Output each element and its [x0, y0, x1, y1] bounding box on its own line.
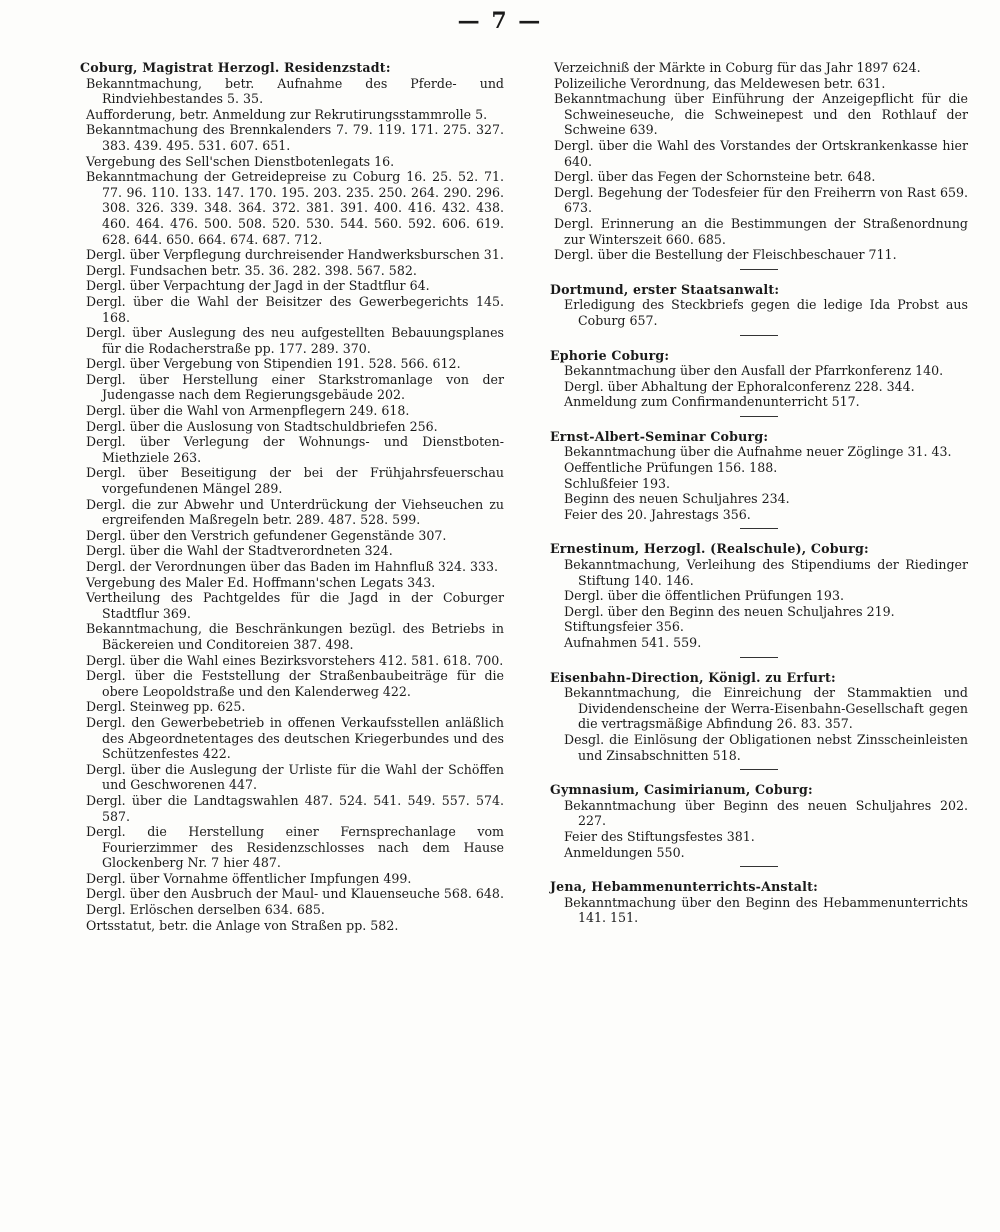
index-entry: Dergl. über die Bestellung der Fleischbeschauer 711. — [554, 247, 897, 263]
index-entry: Bekanntmachung, betr. Aufnahme des Pferde- und Rindviehbestandes 5. 35. — [86, 75, 504, 107]
index-entry: Verzeichniß der Märkte in Coburg für das Jahr 1897 624. — [554, 60, 921, 75]
index-entry: Dergl. über Vergebung von Stipendien 191. 528. 566. 612. — [86, 356, 461, 372]
left-column — [80, 60, 504, 933]
index-entry: Dergl. über die Landtagswahlen 487. 524. 541. 549. 557. 574. 587. — [86, 792, 504, 824]
index-entry: Bekanntmachung des Brennkalenders 7. 79. 119. 171. 275. 327. 383. 439. 495. 531. 607. 651. — [86, 122, 504, 153]
index-entry: Dergl. Begehung der Todesfeier für den Freiherrn von Rast 659. 673. — [554, 184, 968, 216]
index-section — [550, 60, 968, 263]
right-section-list — [550, 60, 968, 926]
index-entry: Bekanntmachung, die Einreichung der Stammaktien und Dividendenscheine der Werra-Eisenbahn-Gesellschaft gegen die vertragsmäßige Abfindung 26. 83. 357. — [564, 685, 968, 732]
index-entry: Vertheilung des Pachtgeldes für die Jagd in der Coburger Stadtflur 369. — [86, 590, 504, 621]
index-entry: Aufnahmen 541. 559. — [564, 635, 702, 650]
index-entry: Vergebung des Maler Ed. Hoffmann'schen Legats 343. — [86, 574, 436, 590]
section-heading: Dortmund, erster Staatsanwalt: — [550, 281, 780, 297]
right-column — [550, 60, 968, 926]
index-entry: Bekanntmachung über die Aufnahme neuer Zöglinge 31. 43. — [564, 444, 952, 460]
index-entry: Dergl. Steinweg pp. 625. — [86, 699, 246, 715]
index-entry: Dergl. über Herstellung einer Starkstromanlage von der Judengasse nach dem Regierungsgebäude 202. — [86, 371, 504, 403]
index-entry: Dergl. über die Feststellung der Straßenbaubeiträge für die obere Leopoldstraße und den Kalenderweg 422. — [86, 668, 504, 699]
index-entry: Dergl. über Abhaltung der Ephoralconferenz 228. 344. — [564, 378, 915, 394]
index-section — [550, 269, 968, 329]
section-heading: Eisenbahn-Direction, Königl. zu Erfurt: — [550, 669, 836, 685]
index-entry: Dergl. über die Wahl des Vorstandes der Ortskrankenkasse hier 640. — [554, 137, 968, 169]
index-entry: Dergl. Erinnerung an die Bestimmungen der Straßenordnung zur Winterszeit 660. 685. — [554, 215, 968, 247]
index-entry: Dergl. über die öffentlichen Prüfungen 193. — [564, 588, 844, 604]
index-section — [550, 528, 968, 650]
index-entry: Erledigung des Steckbriefs gegen die ledige Ida Probst aus Coburg 657. — [564, 297, 968, 328]
index-entry: Dergl. die zur Abwehr und Unterdrückung der Viehseuchen zu ergreifenden Maßregeln betr. 289. 487. 528. 599. — [86, 496, 504, 528]
index-entry: Dergl. Erlöschen derselben 634. 685. — [86, 902, 325, 918]
index-section — [550, 335, 968, 410]
index-section — [550, 416, 968, 523]
index-entry: Dergl. die Herstellung einer Fernsprechanlage vom Fourierzimmer des Residenzschlosses nach dem Hause Glockenberg Nr. 7 hier 487. — [86, 824, 504, 871]
section-heading: Ephorie Coburg: — [550, 347, 670, 363]
index-entry: Dergl. der Verordnungen über das Baden im Hahnfluß 324. 333. — [86, 559, 499, 574]
index-entry: Beginn des neuen Schuljahres 234. — [564, 491, 790, 507]
index-entry: Dergl. über den Beginn des neuen Schuljahres 219. — [564, 603, 895, 619]
index-entry: Bekanntmachung über Beginn des neuen Schuljahres 202. 227. — [564, 797, 968, 829]
section-divider — [740, 657, 778, 658]
index-entry: Bekanntmachung der Getreidepreise zu Coburg 16. 25. 52. 71. 77. 96. 110. 133. 147. 170. 195. 203. 235. 250. 264. 290. 296. 308. 326. 339. 348. 364. 372. 381. 391. 400. 416. 432. 438. 460. 464. 476. 500. 508. 520. 530. 544. 560. 592. 606. 619. 628. 644. 650. 664. 674. 687. 712. — [86, 169, 504, 247]
left-entry-list — [80, 76, 504, 934]
index-entry: Dergl. über Verpachtung der Jagd in der Stadtflur 64. — [86, 278, 430, 294]
index-entry: Bekanntmachung, Verleihung des Stipendiums der Riedinger Stiftung 140. 146. — [564, 557, 968, 588]
index-entry: Dergl. über die Auslegung der Urliste für die Wahl der Schöffen und Geschworenen 447. — [86, 761, 504, 793]
section-heading-coburg: Coburg, Magistrat Herzogl. Residenzstadt: — [80, 60, 391, 75]
index-entry: Dergl. über die Wahl eines Bezirksvorstehers 412. 581. 618. 700. — [86, 652, 504, 668]
section-heading: Jena, Hebammenunterrichts-Anstalt: — [550, 879, 818, 895]
section-divider — [740, 269, 778, 270]
index-entry: Dergl. über den Ausbruch der Maul- und Klauenseuche 568. 648. — [86, 886, 504, 902]
section-heading: Ernestinum, Herzogl. (Realschule), Coburg: — [550, 541, 869, 557]
index-entry: Ortsstatut, betr. die Anlage von Straßen pp. 582. — [86, 917, 399, 933]
index-entry: Dergl. über Verpflegung durchreisender Handwerksburschen 31. — [86, 247, 504, 263]
section-divider — [740, 416, 778, 417]
index-entry: Dergl. über Auslegung des neu aufgestellten Bebauungsplanes für die Rodacherstraße pp. 177. 289. 370. — [86, 325, 504, 356]
index-section — [550, 657, 968, 764]
index-entry: Bekanntmachung über Einführung der Anzeigepflicht für die Schweineseuche, die Schweinepest und den Rothlauf der Schweine 639. — [554, 91, 968, 138]
index-entry: Schlußfeier 193. — [564, 475, 671, 491]
index-entry: Dergl. über Verlegung der Wohnungs- und Dienstboten-Miethziele 263. — [86, 434, 504, 465]
section-heading: Ernst-Albert-Seminar Coburg: — [550, 428, 769, 444]
index-entry: Bekanntmachung über den Ausfall der Pfarrkonferenz 140. — [564, 363, 944, 379]
index-entry: Dergl. den Gewerbebetrieb in offenen Verkaufsstellen anläßlich des Abgeordnetentages des deutschen Kriegerbundes und des Schützenfestes 422. — [86, 714, 504, 762]
section-divider — [740, 866, 778, 867]
index-entry: Dergl. über die Wahl von Armenpflegern 249. 618. — [86, 403, 410, 419]
index-entry: Polizeiliche Verordnung, das Meldewesen betr. 631. — [554, 75, 886, 91]
index-section — [550, 866, 968, 926]
index-entry: Dergl. über die Wahl der Stadtverordneten 324. — [86, 543, 393, 559]
section-divider — [740, 769, 778, 770]
index-entry: Dergl. über die Auslosung von Stadtschuldbriefen 256. — [86, 418, 438, 434]
index-entry: Dergl. über den Verstrich gefundener Gegenstände 307. — [86, 527, 447, 543]
index-entry: Desgl. die Einlösung der Obligationen nebst Zinsscheinleisten und Zinsabschnitten 518. — [564, 731, 968, 763]
index-entry: Anmeldungen 550. — [564, 844, 685, 860]
index-entry: Vergebung des Sell'schen Dienstbotenlegats 16. — [86, 153, 395, 169]
index-entry: Feier des 20. Jahrestags 356. — [564, 506, 751, 522]
index-entry: Dergl. Fundsachen betr. 35. 36. 282. 398. 567. 582. — [86, 262, 417, 278]
page-number: — 7 — — [457, 8, 543, 34]
index-entry: Dergl. über die Wahl der Beisitzer des Gewerbegerichts 145. 168. — [86, 293, 504, 325]
section-heading: Gymnasium, Casimirianum, Coburg: — [550, 782, 813, 798]
index-entry: Dergl. über Beseitigung der bei der Frühjahrsfeuerschau vorgefundenen Mängel 289. — [86, 465, 504, 497]
section-divider — [740, 528, 778, 529]
section-divider — [740, 335, 778, 336]
index-entry: Feier des Stiftungsfestes 381. — [564, 828, 755, 844]
index-entry: Aufforderung, betr. Anmeldung zur Rekrutirungsstammrolle 5. — [86, 106, 488, 122]
index-entry: Bekanntmachung, die Beschränkungen bezügl. des Betriebs in Bäckereien und Conditoreien 387. 498. — [86, 621, 504, 652]
index-entry: Dergl. über Vornahme öffentlicher Impfungen 499. — [86, 870, 412, 886]
index-entry: Anmeldung zum Confirmandenunterricht 517. — [564, 394, 860, 410]
index-entry: Oeffentliche Prüfungen 156. 188. — [564, 460, 778, 476]
index-entry: Bekanntmachung über den Beginn des Hebammenunterrichts 141. 151. — [564, 894, 968, 926]
index-entry: Stiftungsfeier 356. — [564, 619, 684, 635]
index-entry: Dergl. über das Fegen der Schornsteine betr. 648. — [554, 169, 876, 185]
index-section — [550, 769, 968, 860]
